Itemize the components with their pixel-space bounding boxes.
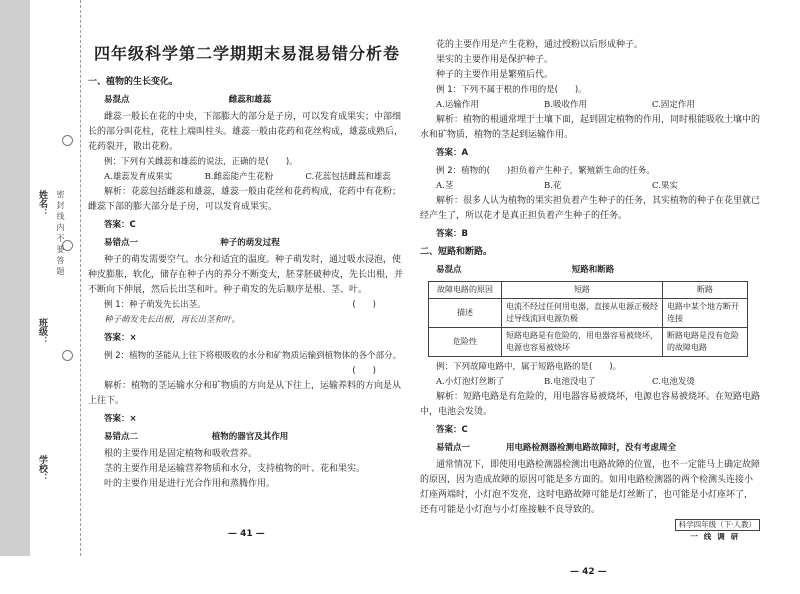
section-heading: 一、植物的生长变化。 xyxy=(88,77,179,87)
topic-row: 易混点 短路和断路 xyxy=(436,265,615,275)
binding-hole xyxy=(62,350,73,361)
example-question: 例 1：种子萌发先长出茎。 ( ) xyxy=(104,300,376,310)
explanation-line: 花的主要作用是产生花粉，通过授粉以后形成种子。 xyxy=(436,40,644,50)
footer-badge: 科学四年级（下·人教） 一线调研 xyxy=(675,519,760,542)
explanation-line: 根的主要作用是固定植物和吸收营养。 xyxy=(104,449,258,459)
page-right xyxy=(420,0,760,594)
explanation-text: 通常情况下，即使用电路检测器检测出电路故障的位置，也不一定能马上确定故障的原因，因为造成故障的原因可能是多方面的。如用电路检测器的两个检测头连接小灯座两端时，小灯泡不发亮，这时电路故障可能是灯丝断了，也可能是小灯座坏了，还有可能是小灯泡与小灯座接触不良导致的。 xyxy=(420,460,761,515)
analysis-text: 解析：短路电路是有危险的，用电器容易被烧坏，电源也容易被烧坏。在短路电路中，电池会发烫。 xyxy=(420,392,761,417)
page-number: — 42 — xyxy=(570,567,607,577)
options: A.雄蕊发育成果实 B.雌蕊能产生花粉 C.花蕊包括雌蕊和雄蕊 xyxy=(104,172,391,182)
answer-paren: ( ) xyxy=(352,366,376,376)
explanation-line: 果实的主要作用是保护种子。 xyxy=(436,55,554,65)
explanation-text: 种子的萌发需要空气、水分和适宜的温度。种子萌发时，通过吸水浸泡，使种皮膨胀，软化，储存在种子内的养分不断变大，胚芽胚破种皮，先长出根，并不断向下伸展，然后长出茎和叶。种子萌发的先后顺序是根、茎、叶。 xyxy=(88,255,404,295)
explanation-line: 种子的主要作用是繁殖后代。 xyxy=(436,70,554,80)
answer: 答案：A xyxy=(436,148,469,158)
answer: 答案：× xyxy=(104,414,137,424)
answer: 答案：C xyxy=(104,220,136,230)
page-left xyxy=(88,0,406,556)
topic-row: 易错点一 种子的萌发过程 xyxy=(104,238,280,248)
table-row: 危险性 短路电路是有危险的，用电器容易被烧坏，电源也容易被烧坏 断路电路是没有危险的故障电路 xyxy=(429,328,748,357)
section-heading: 二、短路和断路。 xyxy=(420,247,493,257)
explanation-text: 雌蕊一般长在花的中央，下部膨大的部分是子房，可以发育成果实；中部细长的部分叫花柱，花柱上端叫柱头。雄蕊一般由花药和花丝构成，雄蕊成熟后，花药裂开，散出花粉。 xyxy=(88,112,404,152)
example-question: 例 2：植物的茎能从上往下将根吸收的水分和矿物质运输到植物体的各个部分。 xyxy=(104,351,402,361)
explanation-line: 叶的主要作用是进行光合作用和蒸腾作用。 xyxy=(104,479,276,489)
example-question: 例 1：下列不属于根的作用的是( )。 xyxy=(436,85,587,95)
example-question: 例：下列有关雌蕊和雄蕊的说法，正确的是( )。 xyxy=(104,157,298,167)
binding-hole xyxy=(62,135,73,146)
topic-row: 易错点二 植物的器官及其作用 xyxy=(104,432,289,442)
answer: 答案：× xyxy=(104,333,137,343)
options: A.茎 B.花 C.果实 xyxy=(436,181,678,191)
answer: 答案：C xyxy=(436,425,468,435)
options: A.小灯泡灯丝断了 B.电池没电了 C.电池发烫 xyxy=(436,377,695,387)
options: A.运输作用 B.吸收作用 C.固定作用 xyxy=(436,100,695,110)
answer: 答案：B xyxy=(436,229,468,239)
table-header-row: 故障电路的原因 短路 断路 xyxy=(429,282,748,299)
analysis-text: 解析：植物的茎运输水分和矿物质的方向是从下往上，运输养料的方向是从上往下。 xyxy=(88,381,402,406)
comparison-table xyxy=(428,281,748,357)
table-row: 描述 电流不经过任何用电器，直接从电源正极经过导线流回电源负极 电路中某个地方断开连接 xyxy=(429,299,748,328)
analysis-text: 解析：花蕊包括雌蕊和雄蕊，雄蕊一般由花丝和花药构成，花药中有花粉；雌蕊下部的膨大部分是子房，可以发育成果实。 xyxy=(88,187,402,212)
analysis-text: 解析：植物的根通常埋于土壤下面，起到固定植物的作用，同时根能吸收土壤中的水和矿物质，植物的茎起到运输作用。 xyxy=(420,115,761,140)
handwritten-correction: 种子萌发先长出根，再长出茎和叶。 xyxy=(104,315,241,325)
example-question: 例：下列故障电路中，属于短路电路的是( )。 xyxy=(436,362,622,372)
explanation-line: 茎的主要作用是运输营养物质和水分，支持植物的叶、花和果实。 xyxy=(104,464,366,474)
seal-warning: 密封线内不要答题 xyxy=(56,190,65,278)
name-label: 姓名： xyxy=(37,190,47,217)
binding-strip xyxy=(0,0,30,556)
topic-row: 易混点 雌蕊和雄蕊 xyxy=(104,95,272,105)
page-title: 四年级科学第二学期期末易混易错分析卷 xyxy=(93,44,400,63)
page-number: — 41 — xyxy=(228,529,265,539)
seal-margin xyxy=(30,0,81,556)
analysis-text: 解析：很多人认为植物的果实担负着产生种子的任务，其实植物的种子在花里就已经产生了，所以花才是真正担负着产生种子的任务。 xyxy=(420,196,761,221)
class-label: 班级： xyxy=(37,318,47,345)
example-question: 例 2：植物的( )担负着产生种子，繁殖新生命的任务。 xyxy=(436,166,655,176)
school-label: 学校： xyxy=(37,455,47,482)
topic-row: 易错点一 用电路检测器检测电路故障时，没有考虑周全 xyxy=(436,443,677,453)
